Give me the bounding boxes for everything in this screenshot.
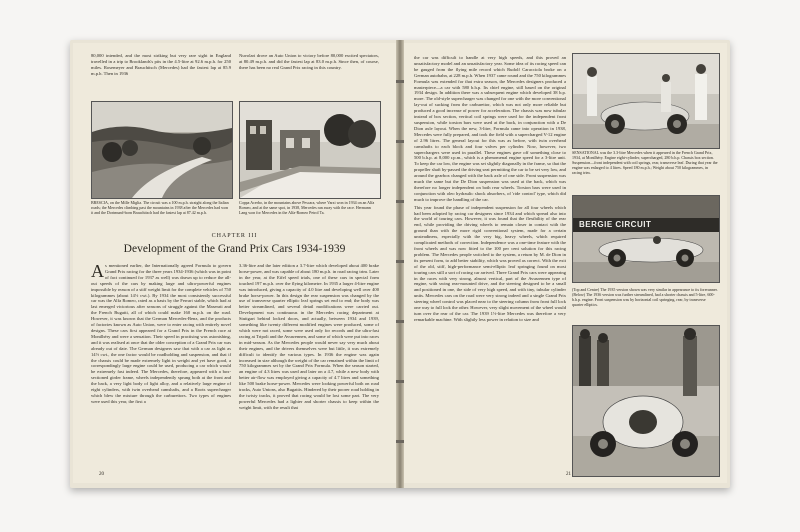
- left-top-text-col2: [239, 53, 379, 73]
- photo-image: [573, 54, 719, 148]
- chapter-label: CHAPTER III: [211, 233, 258, 239]
- book-spine-binding: [396, 40, 404, 488]
- left-body-col1: [91, 263, 231, 407]
- photo-mercedes-1936: [572, 325, 720, 477]
- photo-brescia-road: [91, 101, 233, 199]
- banner-text: BERGIE CIRCUIT: [579, 220, 652, 229]
- paragraph: 3.36-litre and the later edition a 3.7-litre which developed about 400 brake horse-power, and was capable of about 180 m.p.h. in road racing trim. Later in the year, at the Eifel speed trials, one of these cars in special form touched 197 m.p.h. over the flying kilometre. In 1935 a larger 4-litre engine was introduced, giving a capacity of 4.0 litre and developing well over 400 brake horse-power. In this design the rear suspension was changed by the use of transverse quarter elliptic leaf springs set end to end; the body was better streamlined, and several detail modifications were carried out. Development was continuous in the Mercedes racing department at Stuttgart behind locked doors, and actually, between 1934 and 1939, something like twenty different modified engines were produced, some of which were not raced, some were used only for records and the ultra-fast racing at Tripoli and the Avusrennen, and some of which were put into races in mid-season. As the Mercedes people would never say very much about their engines, and the drivers themselves were but little, it was extremely difficult to identify the various types. In 1936 the engine was again increased in size although the weight of the car remained within the limit of 750 kilogrammes set by the Grand Prix Formula. When the season started, an engine of 4.3 litres was used and later on a 4.7, while a new body with better air-flow was employed giving a capacity of 4.7 litres and something like 500 brake horse-power. Mercedes were looking powerful both on road tracks, Auto Unions, also Bugattis. Hindered by their poorer road holding in the twisty tracks, it proved that racing would be lost some part. The very powerful Mercedes had a lighter and shorter chassis to keep within the weight limit, with the result that: [239, 263, 379, 410]
- photo-caption-top: SENSATIONAL was the 3.3-litre Mercedes when it appeared in the French Grand Prix, 1934, at Montlhéry. Engine eight-cylinder, supercharged, 280 b.h.p. Chassis box section. Suspension—front independent with coil springs, rear, transverse leaf. During that year the engine was enlarged to 4 litres. Speed 180 m.p.h.; Weight about 750 kilogrammes, in racing trim.: [572, 150, 718, 175]
- left-body-col2: [239, 263, 379, 413]
- photo-caption-right: Coppa Acerbo, in the mountains above Pescara, where Varzi won in 1934 on an Alfa Romeo, and at the same spot, in 1938, Mercedes ran away with the race. Hermann Lang won for Mercedes in the Alfa-Romeo Petrol Ta.: [239, 200, 375, 215]
- left-top-text-col1: [91, 53, 231, 79]
- photo-coppa-acerbo: [239, 101, 381, 199]
- photo-image: [573, 196, 719, 282]
- page-number-right: 21: [566, 472, 571, 477]
- chapter-title: Development of the Grand Prix Cars 1934-1939: [123, 243, 346, 255]
- paragraph: the car was difficult to handle at very high speeds, and this proved an unsatisfactory model and an unsatisfactory year. Some idea of its racing speed can be gauged from the flying mile record which Rudolf Caracciola broke on a German autobahn, at 228 m.p.h. When 1937 came round and the 750 kilogrammes Formula was extended for that extra season, the Mercedes designers produced a masterpiece—a car with 580 b.h.p. Its chief engine, still based on the original 1934 design. In addition there was a subsequent engine which developed 38 b.p. more. The old-style supercharger was changed for one with the more conventional lay-out of sucking from the carburettor, which was not only more reliable but produced a good increase of power for acceleration. The chassis was now tubular instead of box section, vertical coil springs were used for the independent front suspension, while torsion bars were used at the back, in conjunction with a De Dion axle layout. When the new, 3-litre, Formula came into operation in 1938, Mercedes were fully prepared, and took the field with a supercharged V-12 engine of 2.96 litres. The general layout for this was as before, with twin overhead camshafts to each block and four valves per cylinder. Now, however, two superchargers were used in parallel. These engines gave off something close to 500 b.h.p. at 8,000 r.p.m., which is a phenomenal engine speed for a 3-litre unit. To keep the car low, the engine was set slightly diagonally in the frame, so that the propeller shaft by-passed the driving seat permitting the car to be set very low, and around the gearbox changed with the back axle of one side. Front suspension was much the same but the De Dion suspension was used at the back, which was therefore no longer independent on both rear wheels. Torsion bars were used in conjunction with oleo hydraulic shock absorbers, of 'ride control' type, which did much to improve the handling of the car.: [414, 55, 566, 202]
- photo-image: [573, 326, 719, 476]
- photo-mercedes-1934: [572, 53, 720, 149]
- photo-caption-middle: (Top and Centre) The 1935 version shown was very similar in appearance to its forerunner. (Below) The 1936 version was further streamlined, had a shorter chassis and 5-litre, 600-b.h.p. engine. Front suspension was by horizontal coil springing, rear, by transverse quarter elliptics.: [572, 287, 718, 307]
- photo-image: [92, 102, 232, 198]
- paragraph: This year found the phase of independent suspension for all four wheels which had been adopted by racing car designers since 1934 and which spread also into the world of touring cars. However, it was found that the flexibility of the rear end, while providing the driving wheels to remain closer in contact with the ground than with the more rigid conventional system, made for a certain unsteadiness, especially with the very big, heavy wheels, which required complicated methods of correction. Independence was a one-time feature with the front wheels and was now fitted to the 100 per cent solution for this racing problem. The Mercedes people switched to the system, a return by M. de Dion in its present form, to add better stability, which was proved as correct. With the exit of the old, stiff, high-performance semi-elliptic leaf springing found on most touring cars still a sort of racing car arrived. Three Grand Prix cars were appearing in the races with very strong, almost vertical, part of the Avusrennen type of engine, with swing rear-mounted drive, and the steering designed to be a small and positioned in one, the side of very high speed, and with tiny, tubular cylinder units. Mercedes cars on the road were very strong indeed and a single Grand Prix steering wheel control was placed near to the steering column from front full lock one way to full lock the other. However, very slight movement of the wheel would turn over the rear of the car. The 1939 1½-litre Mercedes was therefore a very remarkable machine. With slightly less power in relation to size and: [414, 204, 566, 322]
- paragraph: Nuvolari drove an Auto Union to victory before 80,000 excited spectators, at 80.49 m.p.h. and did the fastest lap at 83.0 m.p.h. Since then, of course, there has been no real Grand Prix racing in this country.: [239, 53, 379, 70]
- right-body-col1: [414, 55, 566, 475]
- photo-mercedes-1935: [572, 195, 720, 283]
- drop-cap: A: [91, 261, 104, 281]
- page-number-left: 20: [99, 472, 104, 477]
- paragraph: 80,000 intended, and the most striking but very rare sight in England travelled in a trip to Brooklands's pits in the 4.5-litre at 92.6 m.p.h. for 250 miles. Rosemeyer and Brauchitsch (Mercedes) had the fastest lap at 85.9 m.p.h. Then in 1936: [91, 53, 231, 76]
- left-page: [73, 43, 396, 483]
- photo-image: [240, 102, 380, 198]
- paragraph: [91, 263, 231, 405]
- right-page: [404, 43, 727, 483]
- photo-caption-left: BRESCIA, on the Mille Miglia. The circuit was a 100 m.p.h. straight along the Italian roads; the Mercedes climbing past the mountains in 1938 after the Mercedes had won it and the Dortmund-born Brauchitsch had the fastest lap at 87.42 m.p.h.: [91, 200, 229, 215]
- paragraph-text: s mentioned earlier, the Internationally agreed Formula to govern Grand Prix racing for the three years 1934-1936 (which was in point of fact continued for 1937 as well) was drawn up to reduce the all-out speeds of the cars by making large and ultra-powerful engines impossible by reason of a stiff weight limit for the complete vehicles of 750 kilogrammes (about 14½ cwt.). By 1934 the most consistently successful car was the Alfa Romeo, rated as a basis by the Ferrari stable, which had at last emerged victorious after seasons of struggle against the Maserati and the French Bugatti, all of which could make 160 m.p.h. on the road. However, it was known that the German Mercedes-Benz, and the products of factories known as Auto Union, were to enter racing with entirely novel designs. These cars first appeared for a Grand Prix in the French race at Montlhéry and were a sensation. Their speed in practising was astonishing, and it was realised at once that the older conception of a Grand Prix car was already out of date. The German designers saw that with a car as light as 14½ cwt., the one factor would be roadholding and suspension, and that if the chassis could be made extremely light in weight and yet have good, a correspondingly large engine could be used, producing a car which would be extremely fast indeed. The Mercedes, therefore, appeared with a box-sectioned girder frame, wheels independently sprung both at the front and the back, a very light body of light alloy, and a relatively large engine of eight cylinders, with twin overhead camshafts, and a Roots supercharger which blew the mixture through the carburettors. Two types of engines were used this year, the first a: [91, 263, 231, 404]
- open-book: [70, 40, 730, 488]
